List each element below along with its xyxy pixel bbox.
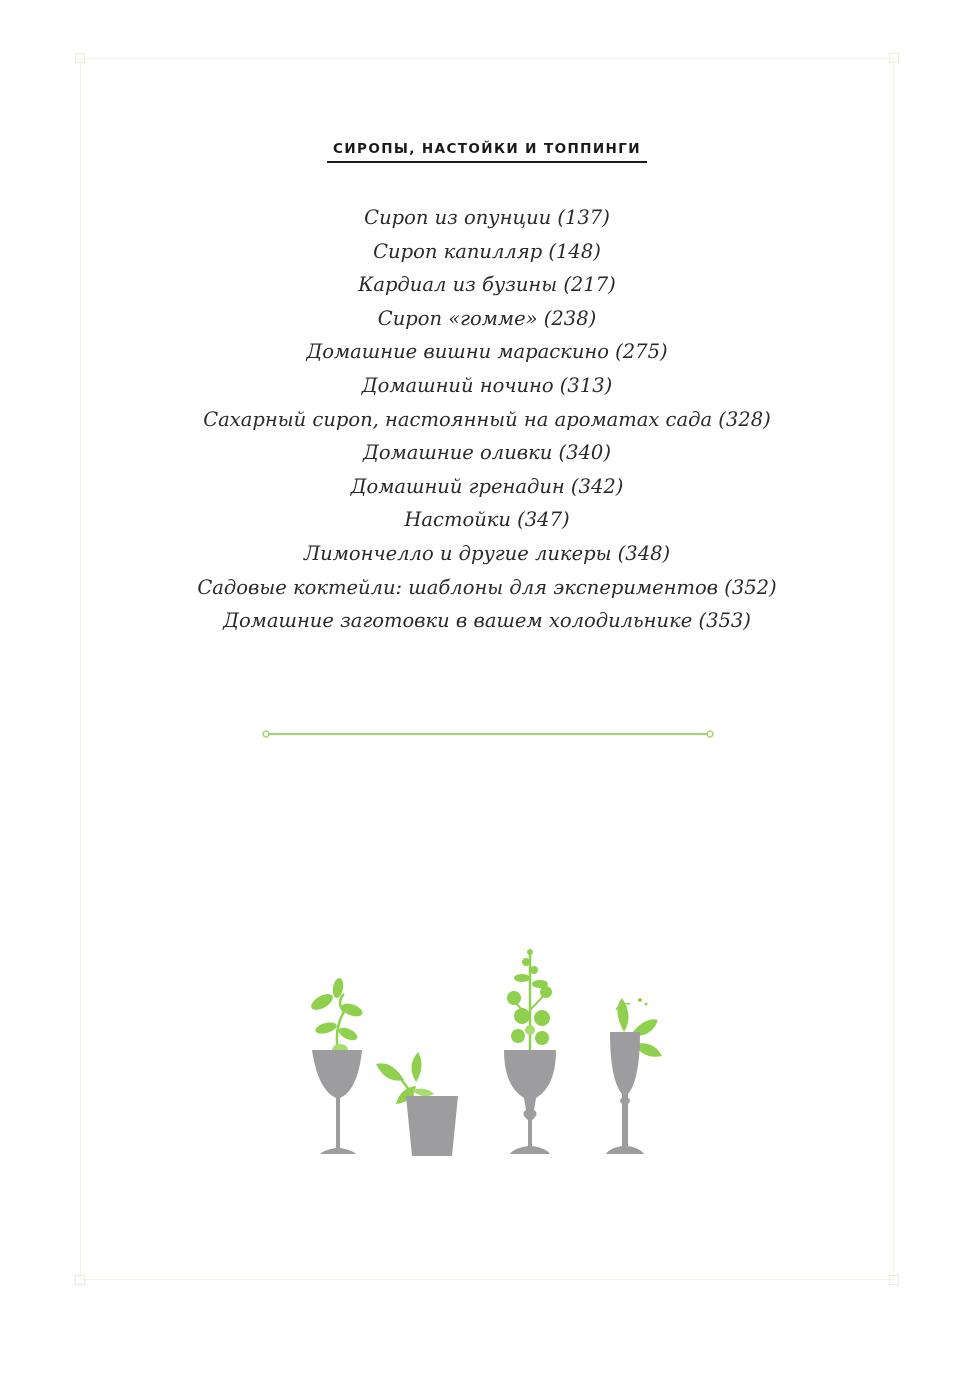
flute-plant-icon — [606, 998, 662, 1154]
recipe-index-item[interactable]: Сироп «гомме» (238) — [377, 306, 597, 330]
recipe-index-item[interactable]: Кардиал из бузины (217) — [358, 273, 616, 297]
frame-corner-ornament — [75, 1275, 85, 1285]
recipe-index-item[interactable]: Сахарный сироп, настоянный на ароматах сада (328) — [203, 407, 771, 431]
cocktail-glass-plant-icon — [309, 977, 365, 1154]
recipe-index-list — [0, 201, 974, 638]
frame-corner-ornament — [889, 53, 899, 63]
section-heading-text: СИРОПЫ, НАСТОЙКИ И ТОППИНГИ — [327, 141, 647, 163]
section-heading — [0, 140, 974, 163]
recipe-index-item[interactable]: Домашний ночино (313) — [361, 373, 613, 397]
recipe-index-item[interactable]: Сироп капилляр (148) — [373, 239, 601, 263]
tumbler-plant-icon — [376, 1052, 458, 1156]
recipe-index-item[interactable]: Домашние заготовки в вашем холодильнике (353) — [223, 609, 751, 633]
goblet-plant-icon — [504, 949, 556, 1154]
decorative-divider — [262, 726, 714, 742]
recipe-index-item[interactable]: Настойки (347) — [404, 508, 570, 532]
recipe-index-item[interactable]: Домашний гренадин (342) — [350, 474, 624, 498]
recipe-index-item[interactable]: Садовые коктейли: шаблоны для экспериментов (352) — [197, 575, 777, 599]
frame-corner-ornament — [889, 1275, 899, 1285]
recipe-index-item[interactable]: Домашние оливки (340) — [363, 441, 611, 465]
glasses-with-herbs-illustration — [300, 940, 680, 1170]
recipe-index-item[interactable]: Лимончелло и другие ликеры (348) — [303, 541, 671, 565]
recipe-index-item[interactable]: Сироп из опунции (137) — [364, 206, 610, 229]
frame-corner-ornament — [75, 53, 85, 63]
recipe-index-item[interactable]: Домашние вишни мараскино (275) — [306, 340, 668, 364]
